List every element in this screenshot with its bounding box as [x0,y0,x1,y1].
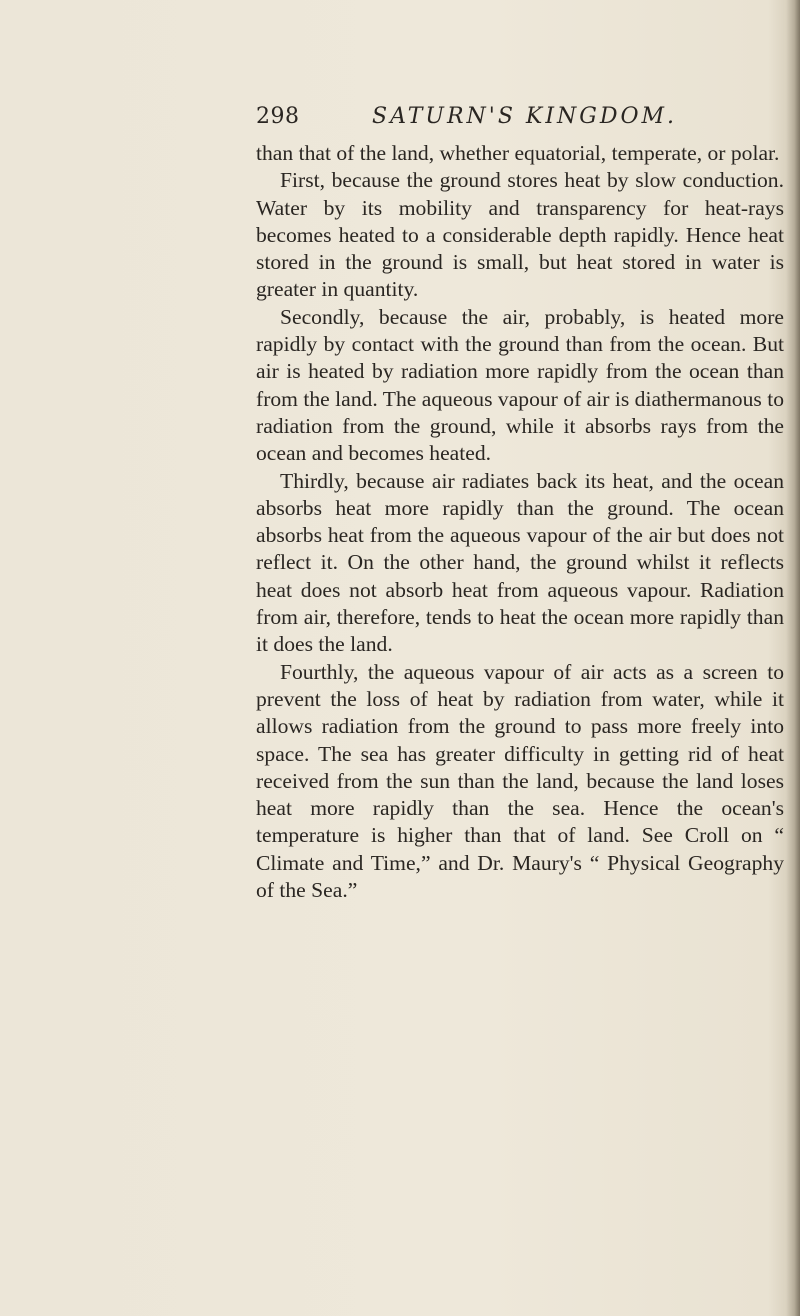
running-head: SATURN'S KINGDOM. [372,104,678,129]
paragraph-continuation: than that of the land, whether equatorial, temperate, or polar. [256,141,780,165]
paragraph-third-reason: Thirdly, because air radiates back its heat, and the ocean absorbs heat more rapidly than the ground. The ocean absorbs heat from the aqueous vapour of the air but does not reflect it. On the other hand, the ground whilst it reflects heat does not absorb heat from aqueous vapour. Radiation from air, therefore, tends to heat the ocean more rapidly than it does the land. [256,468,784,657]
page-header [256,104,786,140]
paragraph-fourth-reason: Fourthly, the aqueous vapour of air acts as a screen to prevent the loss of heat by radiation from water, while it allows radiation from the ground to pass more freely into space. The sea has greater difficulty in getting rid of heat received from the sun than the land, because the land loses heat more rapidly than the sea. Hence the ocean's temperature is higher than that of land. See Croll on “ Climate and Time,” and Dr. Maury's “ Physical Geography of the Sea.” [256,659,784,903]
paragraph-second-reason: Secondly, because the air, probably, is heated more rapidly by contact with the ground than from the ocean. But air is heated by radiation more rapidly from the ocean than from the land. The aqueous vapour of air is diathermanous to radiation from the ground, while it absorbs rays from the ocean and becomes heated. [256,304,784,466]
paragraph-first-reason: First, because the ground stores heat by slow conduction. Water by its mobility and transparency for heat-rays becomes heated to a considerable depth rapidly. Hence heat stored in the ground is small, but heat stored in water is greater in quantity. [256,168,784,302]
page-edge-shadow [786,0,800,1316]
page-number: 298 [256,104,300,129]
body-text [256,140,784,904]
